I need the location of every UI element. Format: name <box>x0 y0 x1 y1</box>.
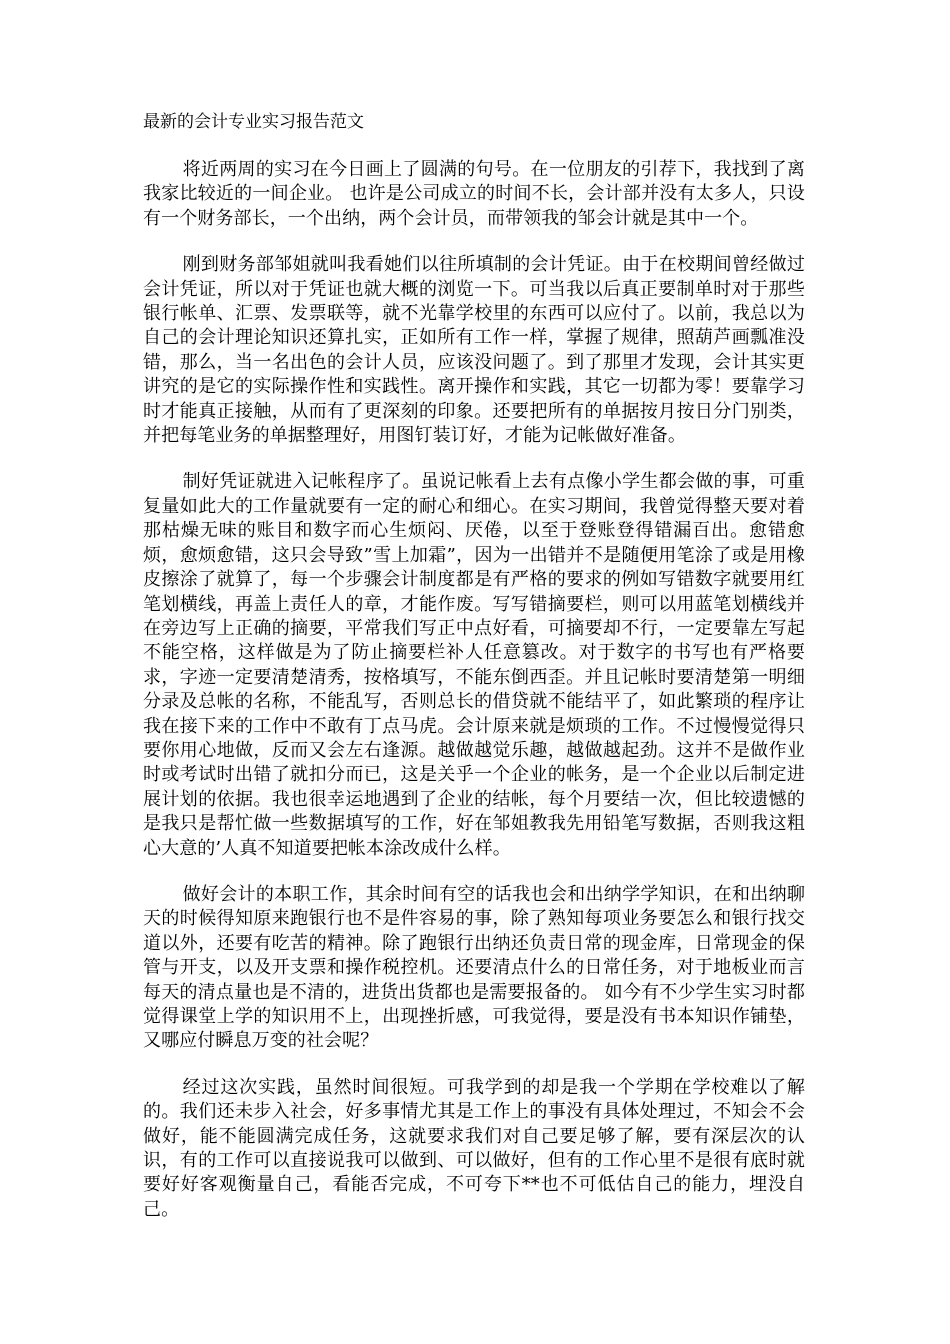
paragraph-5: 经过这次实践，虽然时间很短。可我学到的却是我一个学期在学校难以了解的。我们还未步入社会，好多事情尤其是工作上的事没有具体处理过，不知会不会做好，能不能圆满完成任务，这就要求我们对自己要足够了解，要有深层次的认识，有的工作可以直接说我可以做到、可以做好，但有的工作心里不是很有底时就要好好客观衡量自己，看能否完成，不可夸下**也不可低估自己的能力，埋没自己。 <box>143 1076 805 1220</box>
paragraph-2: 刚到财务部邹姐就叫我看她们以往所填制的会计凭证。由于在校期间曾经做过会计凭证，所以对于凭证也就大概的浏览一下。可当我以后真正要制单时对于那些银行帐单、汇票、发票联等，就不光靠学校里的东西可以应付了。以前，我总以为自己的会计理论知识还算扎实，正如所有工作一样，掌握了规律，照葫芦画瓢准没错，那么，当一名出色的会计人员，应该没问题了。到了那里才发现，会计其实更讲究的是它的实际操作性和实践性。离开操作和实践，其它一切都为零！要靠学习时才能真正接触，从而有了更深刻的印象。还要把所有的单据按月按日分门别类，并把每笔业务的单据整理好，用图钉装订好，才能为记帐做好准备。 <box>143 254 805 447</box>
paragraph-3: 制好凭证就进入记帐程序了。虽说记帐看上去有点像小学生都会做的事，可重复量如此大的工作量就要有一定的耐心和细心。在实习期间，我曾觉得整天要对着那枯燥无味的账目和数字而心生烦闷、厌倦，以至于登账登得错漏百出。愈错愈烦，愈烦愈错，这只会导致”雪上加霜”，因为一出错并不是随便用笔涂了或是用橡皮擦涂了就算了，每一个步骤会计制度都是有严格的要求的例如写错数字就要用红笔划横线，再盖上责任人的章，才能作废。写写错摘要栏，则可以用蓝笔划横线并在旁边写上正确的摘要，平常我们写正中点好看，可摘要却不行，一定要靠左写起不能空格，这样做是为了防止摘要栏补人任意篡改。对于数字的书写也有严格要求，字迹一定要清楚清秀，按格填写，不能东倒西歪。并且记帐时要清楚第一明细分录及总帐的名称，不能乱写，否则总长的借贷就不能结平了，如此繁琐的程序让我在接下来的工作中不敢有丁点马虎。会计原来就是烦琐的工作。不过慢慢觉得只要你用心地做，反而又会左右逢源。越做越觉乐趣，越做越起劲。这并不是做作业时或考试时出错了就扣分而已，这是关乎一个企业的帐务，是一个企业以后制定进展计划的依据。我也很幸运地遇到了企业的结帐，每个月要结一次，但比较遗憾的是我只是帮忙做一些数据填写的工作，好在邹姐教我先用铅笔写数据，否则我这粗心大意的’人真不知道要把帐本涂改成什么样。 <box>143 471 805 859</box>
paragraph-4: 做好会计的本职工作，其余时间有空的话我也会和出纳学学知识，在和出纳聊天的时候得知原来跑银行也不是件容易的事，除了熟知每项业务要怎么和银行找交道以外，还要有吃苦的精神。除了跑银行出纳还负责日常的现金库，日常现金的保管与开支，以及开支票和操作税控机。还要清点什么的日常任务，对于地板业而言每天的清点量也是不清的，进货出货都也是需要报备的。 如今有不少学生实习时都觉得课堂上学的知识用不上，出现挫折感，可我觉得，要是没有书本知识作铺垫，又哪应付瞬息万变的社会呢？ <box>143 883 805 1052</box>
document-page <box>143 110 805 1244</box>
document-title: 最新的会计专业实习报告范文 <box>143 112 364 132</box>
paragraph-1: 将近两周的实习在今日画上了圆满的句号。在一位朋友的引荐下，我找到了离我家比较近的一间企业。 也许是公司成立的时间不长，会计部并没有太多人，只设有一个财务部长，一个出纳，两个会计员，而带领我的邹会计就是其中一个。 <box>143 159 805 229</box>
